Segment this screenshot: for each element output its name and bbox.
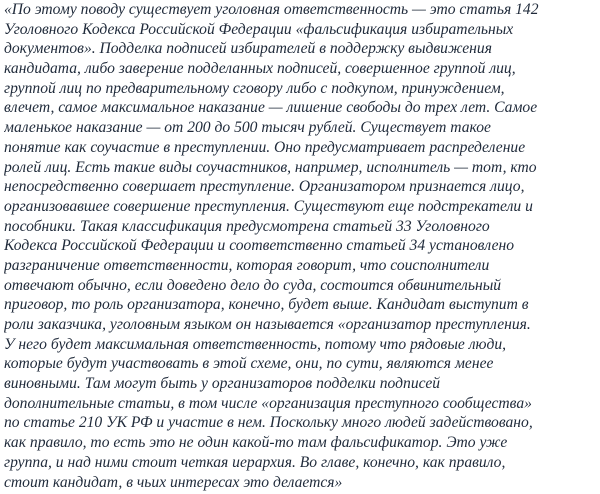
quote-line: пособники. Такая классификация предусмотрена статьей 33 Уголовного <box>4 217 490 235</box>
quote-line: документов». Подделка подписей избирателей в поддержку выдвижения <box>4 40 492 58</box>
quote-line: по статье 210 УК РФ и участие в нем. Поскольку много людей задействовано, <box>4 414 533 432</box>
quote-line: которые будут участвовать в этой схеме, они, по сути, являются менее <box>4 355 494 373</box>
quote-line: «По этому поводу существует уголовная ответственность — это статья 142 <box>4 1 539 18</box>
quote-line: понятие как соучастие в преступлении. Оно предусматривает распределение <box>4 138 526 156</box>
quote-line: как правило, то есть это не один какой-то там фальсификатор. Это уже <box>4 434 508 452</box>
quote-line: непосредственно совершает преступление. Организатором признается лицо, <box>4 178 525 196</box>
quote-line: Уголовного Кодекса Российской Федерации «фальсификация избирательных <box>4 20 514 38</box>
quote-line: группа, и над ними стоит четкая иерархия. Во главе, конечно, как правило, <box>4 453 506 471</box>
quote-line: приговор, то роль организатора, конечно, будет выше. Кандидат выступит в <box>4 296 529 314</box>
quote-line: У него будет максимальная ответственность, потому что рядовые люди, <box>4 335 507 353</box>
quote-line: виновными. Там могут быть у организаторов подделки подписей <box>4 375 441 393</box>
quote-line: отвечают обычно, если доведено дело до суда, состоится обвинительный <box>4 276 502 294</box>
quote-line: стоит кандидат, в чьих интересах это делается» <box>4 473 343 491</box>
quote-line: ролей лиц. Есть такие виды соучастников, например, исполнитель — тот, кто <box>4 158 537 176</box>
quote-line: влечет, самое максимальное наказание — лишение свободы до трех лет. Самое <box>4 99 538 117</box>
quote-line: разграничение ответственности, которая говорит, что соисполнители <box>4 256 490 274</box>
quote-line: Кодекса Российской Федерации и соответственно статьей 34 установлено <box>4 237 515 255</box>
quote-line: маленькое наказание — от 200 до 500 тысяч рублей. Существует такое <box>4 119 491 137</box>
quote-line: организовавшее совершение преступления. Существуют еще подстрекатели и <box>4 197 533 215</box>
quote-text-block <box>4 0 596 494</box>
quote-line: кандидата, либо заверение подделанных подписей, совершенное группой лиц, <box>4 60 516 78</box>
quote-line: роли заказчика, уголовным языком он называется «организатор преступления. <box>4 316 531 333</box>
quote-line: дополнительные статьи, в том числе «организация преступного сообщества» <box>4 394 532 412</box>
quote-line: группой лиц по предварительному сговору либо с подкупом, принуждением, <box>4 79 505 97</box>
